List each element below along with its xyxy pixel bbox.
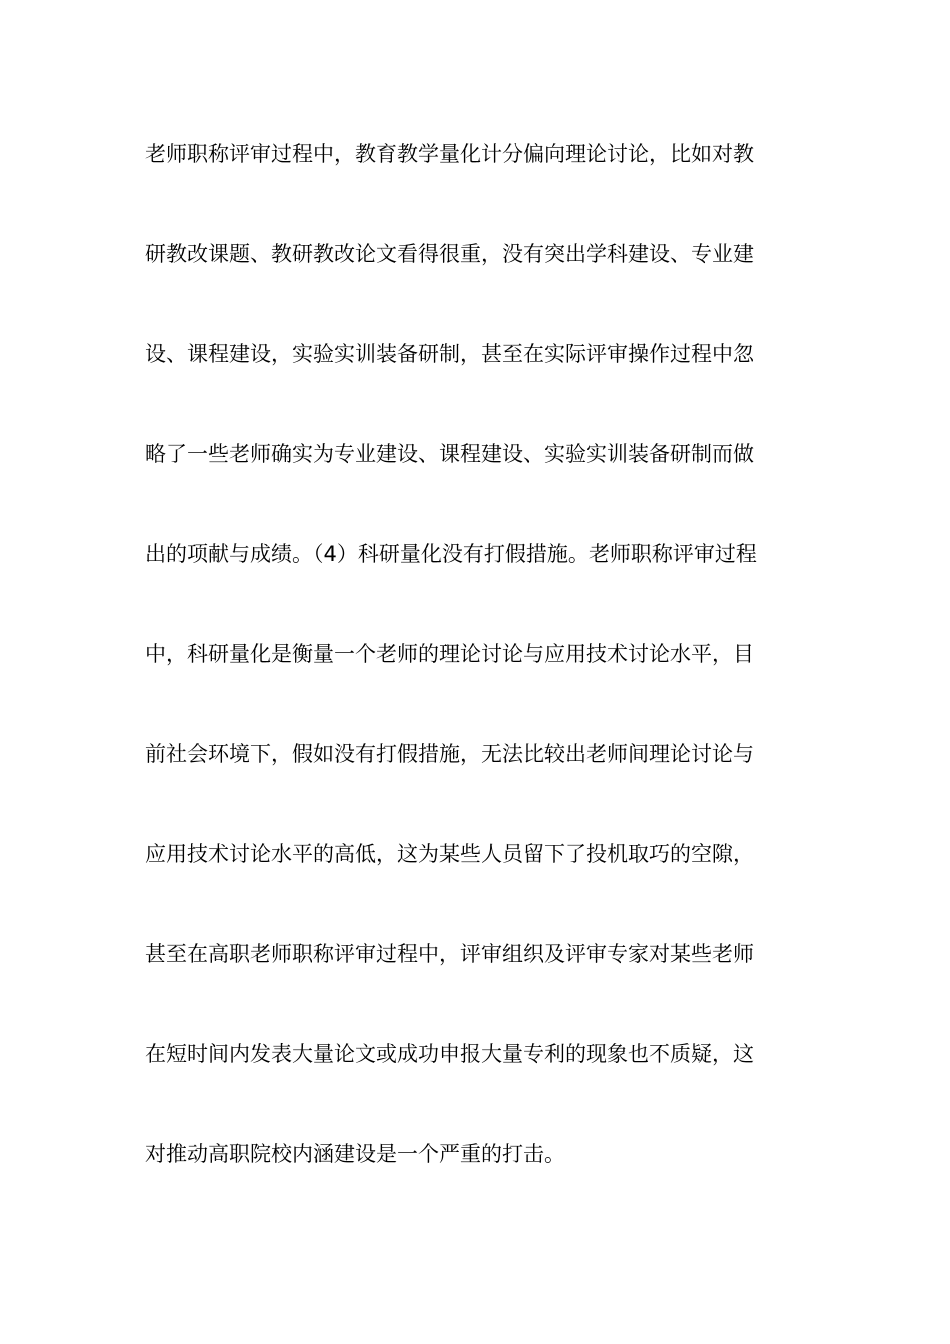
text-line-10: 在短时间内发表大量论文或成功申报大量专利的现象也不质疑，这	[145, 1042, 754, 1066]
body-paragraph	[145, 130, 810, 1230]
text-line-4: 略了一些老师确实为专业建设、课程建设、实验实训装备研制而做	[145, 442, 754, 466]
text-line-7: 前社会环境下，假如没有打假措施，无法比较出老师间理论讨论与	[145, 742, 754, 766]
text-line-11: 对推动高职院校内涵建设是一个严重的打击。	[145, 1142, 565, 1166]
text-line-1: 老师职称评审过程中，教育教学量化计分偏向理论讨论，比如对教	[145, 142, 754, 166]
text-line-9: 甚至在高职老师职称评审过程中，评审组织及评审专家对某些老师	[145, 942, 754, 966]
text-line-8: 应用技术讨论水平的高低，这为某些人员留下了投机取巧的空隙，	[145, 842, 754, 866]
text-line-3: 设、课程建设，实验实训装备研制，甚至在实际评审操作过程中忽	[145, 342, 754, 366]
text-line-6: 中，科研量化是衡量一个老师的理论讨论与应用技术讨论水平，目	[145, 642, 754, 666]
text-line-2: 研教改课题、教研教改论文看得很重，没有突出学科建设、专业建	[145, 242, 754, 266]
text-line-5: 出的项献与成绩。（4）科研量化没有打假措施。老师职称评审过程	[145, 542, 757, 566]
